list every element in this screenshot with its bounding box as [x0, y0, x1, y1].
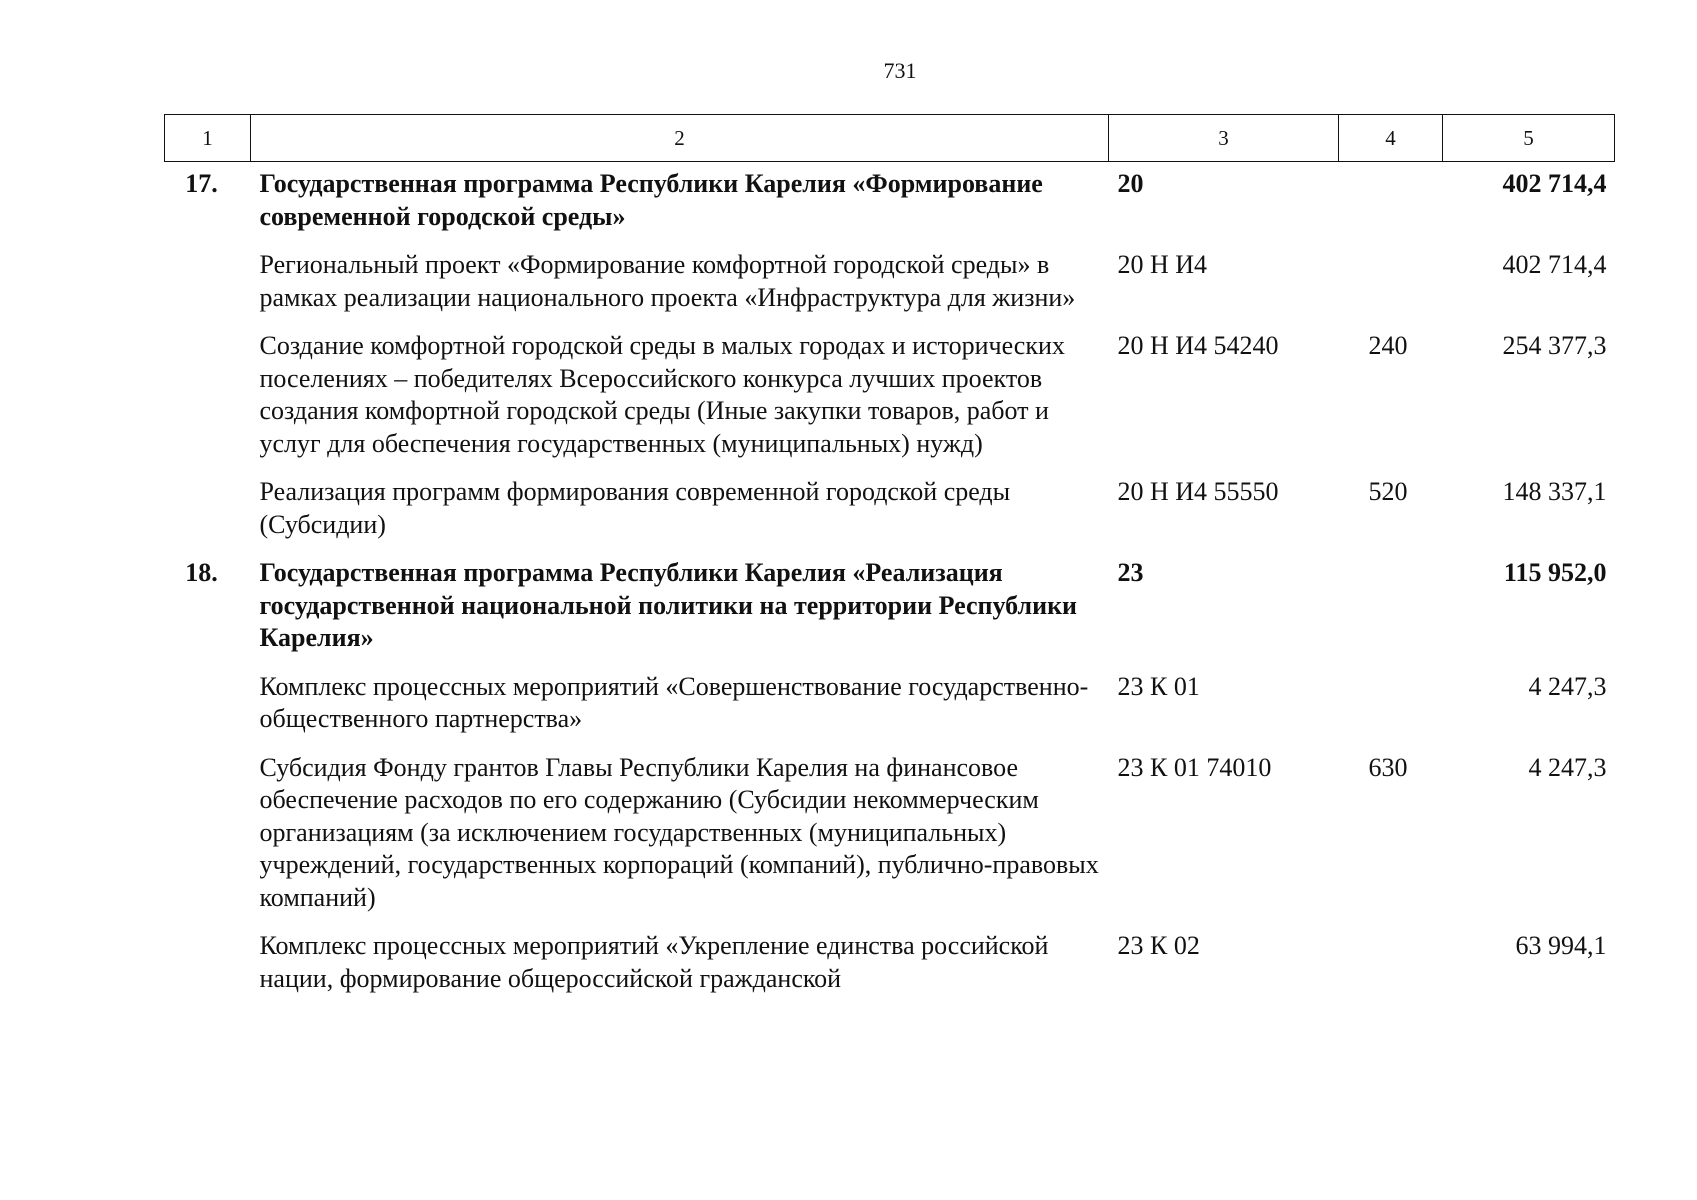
table-row	[165, 162, 1615, 250]
row-name: Реализация программ формирования современной городской среды (Субсидии)	[259, 477, 1011, 539]
row-number: 17.	[185, 169, 218, 198]
table-row	[165, 671, 1615, 752]
table-row	[165, 249, 1615, 330]
table-body	[165, 162, 1615, 1012]
row-type	[1339, 249, 1443, 330]
row-code: 23 К 01 74010	[1117, 752, 1272, 782]
row-name: Комплекс процессных мероприятий «Укрепление единства российской нации, формирование общероссийской гражданской	[259, 931, 1049, 993]
table-row	[165, 330, 1615, 476]
table-row	[165, 557, 1615, 671]
row-amount: 254 377,3	[1502, 331, 1607, 360]
row-amount: 148 337,1	[1502, 477, 1607, 506]
row-amount: 4 247,3	[1528, 752, 1607, 782]
header-row	[165, 115, 1615, 162]
header-col-3: 3	[1109, 115, 1339, 162]
table-row	[165, 752, 1615, 931]
header-col-2: 2	[251, 115, 1109, 162]
row-code: 20	[1117, 169, 1144, 198]
row-code: 20 Н И4 55550	[1117, 477, 1279, 506]
row-code: 23	[1117, 558, 1144, 587]
row-type	[1339, 930, 1443, 1011]
row-type: 520	[1368, 477, 1408, 506]
row-number: 18.	[185, 558, 218, 587]
row-type: 240	[1368, 331, 1408, 360]
row-type: 630	[1368, 752, 1408, 782]
row-number	[165, 476, 251, 557]
row-number	[165, 249, 251, 330]
row-type	[1339, 162, 1443, 250]
budget-table-container	[164, 114, 1614, 1011]
header-col-4: 4	[1339, 115, 1443, 162]
row-code: 20 Н И4	[1117, 250, 1208, 279]
budget-table	[164, 114, 1615, 1011]
row-name: Региональный проект «Формирование комфортной городской среды» в рамках реализации национального проекта «Инфраструктура для жизни»	[259, 250, 1076, 312]
table-row	[165, 930, 1615, 1011]
row-number	[165, 752, 251, 931]
row-code: 23 К 02	[1117, 931, 1200, 960]
row-name: Государственная программа Республики Карелия «Формирование современной городской среды»	[259, 169, 1043, 231]
row-number	[165, 330, 251, 476]
row-number	[165, 671, 251, 752]
row-code: 20 Н И4 54240	[1117, 331, 1279, 360]
row-name: Создание комфортной городской среды в малых городах и исторических поселениях – победителях Всероссийского конкурса лучших проектов создания комфортной городской среды (Иные закупки товаров, работ и услуг для обеспечения государственных (муниципальных) нужд)	[259, 331, 1065, 458]
row-type	[1339, 557, 1443, 671]
row-amount: 402 714,4	[1502, 250, 1607, 279]
table-row	[165, 476, 1615, 557]
row-number	[165, 930, 251, 1011]
row-name: Субсидия Фонду грантов Главы Республики Карелия на финансовое обеспечение расходов по его содержанию (Субсидии некоммерческим организациям (за исключением государственных (муниципальных) учреждений, государственных корпораций (компаний), публично-правовых компаний)	[259, 752, 1099, 912]
table-header	[165, 115, 1615, 162]
header-col-5: 5	[1443, 115, 1615, 162]
row-name: Государственная программа Республики Карелия «Реализация государственной национальной политики на территории Республики Карелия»	[259, 558, 1078, 652]
row-amount: 115 952,0	[1503, 558, 1607, 587]
page-number: 731	[883, 58, 917, 83]
row-type	[1339, 671, 1443, 752]
row-amount: 402 714,4	[1502, 169, 1607, 198]
row-amount: 4 247,3	[1528, 671, 1607, 701]
row-name: Комплекс процессных мероприятий «Совершенствование государственно-общественного партнерства»	[259, 671, 1089, 733]
row-code: 23 К 01	[1117, 671, 1200, 701]
row-amount: 63 994,1	[1515, 931, 1607, 960]
header-col-1: 1	[165, 115, 251, 162]
